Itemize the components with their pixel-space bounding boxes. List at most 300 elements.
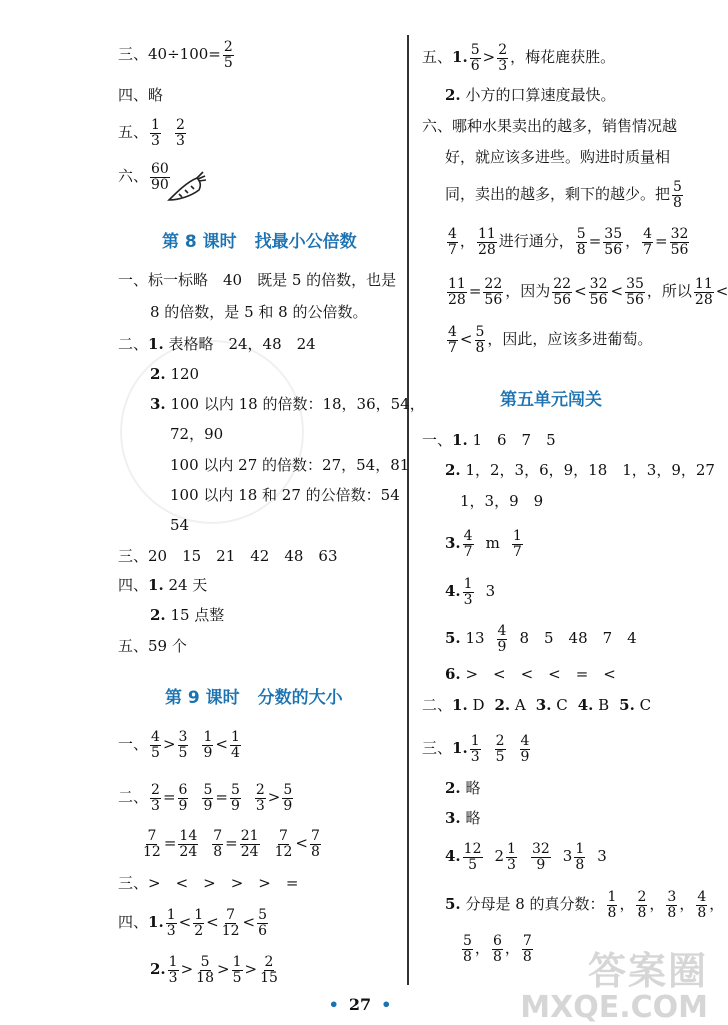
fraction	[150, 730, 161, 760]
fraction	[463, 842, 483, 872]
denominator: 56	[484, 291, 503, 308]
answer-line: 8 的倍数，是 5 和 8 的公倍数。	[150, 303, 368, 321]
denominator: 90	[151, 176, 169, 193]
numerator: 14	[179, 828, 198, 844]
fraction	[447, 227, 458, 257]
text: <	[574, 282, 587, 301]
text: 3	[562, 847, 573, 866]
answer-line: 72，90	[170, 425, 224, 443]
text: ，	[474, 939, 490, 958]
answer-line	[460, 934, 535, 964]
text: C	[634, 696, 652, 714]
denominator: 7	[448, 241, 457, 258]
section-title-lesson-9	[165, 683, 343, 708]
text: 27	[348, 995, 372, 1014]
text: 3	[597, 847, 607, 866]
text: 2.	[150, 365, 166, 383]
numerator: 2	[495, 733, 505, 749]
fraction	[274, 829, 294, 859]
numerator: 1	[232, 954, 242, 970]
fraction	[230, 783, 241, 813]
text: =	[655, 232, 668, 251]
denominator: 3	[151, 797, 160, 814]
text: ，	[649, 895, 665, 914]
fraction	[193, 908, 204, 938]
answer-line	[445, 624, 637, 654]
text: A	[510, 696, 526, 714]
denominator: 9	[203, 744, 213, 761]
fraction	[512, 529, 523, 559]
text: <	[715, 282, 728, 301]
numerator: 4	[448, 324, 457, 340]
text: 1.	[452, 431, 468, 449]
fraction	[694, 277, 714, 307]
text: •	[328, 995, 339, 1014]
denominator: 12	[274, 843, 293, 860]
answer-line	[445, 811, 480, 826]
denominator: 5	[495, 748, 505, 765]
denominator: 7	[643, 241, 653, 258]
text: 1.	[452, 739, 468, 758]
fraction	[483, 277, 503, 307]
numerator: 4	[151, 729, 160, 745]
numerator: 12	[463, 841, 482, 857]
numerator: 1	[166, 907, 176, 923]
numerator: 7	[522, 933, 532, 949]
text: 略	[460, 809, 481, 827]
text: ，梅花鹿获胜。	[510, 48, 616, 67]
denominator: 9	[520, 748, 530, 765]
text: 1.	[148, 335, 164, 353]
denominator: 3	[463, 591, 473, 608]
text: 二、	[422, 696, 453, 714]
text: 二、	[118, 788, 149, 807]
text: >	[180, 960, 194, 979]
fraction	[142, 829, 162, 859]
answer-line	[118, 40, 236, 70]
denominator: 3	[498, 57, 508, 74]
answer-line	[445, 781, 480, 796]
text: 1.	[452, 48, 468, 67]
text: 15 点整	[165, 606, 225, 624]
fraction	[497, 43, 508, 73]
text: <	[610, 282, 624, 301]
text: 六、	[118, 167, 149, 186]
numerator: 7	[213, 828, 223, 844]
numerator: 1	[463, 576, 473, 592]
fraction	[603, 227, 623, 257]
fraction	[625, 277, 645, 307]
text: 1.	[148, 576, 164, 594]
numerator: 4	[497, 623, 507, 639]
text: <	[206, 913, 219, 932]
numerator: 2	[223, 39, 233, 55]
answer-line	[118, 908, 270, 938]
denominator: 6	[470, 57, 480, 74]
text: 4.	[445, 582, 461, 601]
answer-line	[445, 180, 685, 210]
text: 6.	[445, 665, 461, 683]
fraction	[257, 908, 268, 938]
text: •	[381, 995, 392, 1014]
text: D	[467, 696, 485, 714]
numerator: 5	[200, 954, 210, 970]
text: >	[217, 960, 230, 979]
text: 一、	[118, 735, 149, 754]
numerator: 2	[637, 889, 647, 905]
numerator: 6	[492, 933, 502, 949]
answer-line	[150, 608, 224, 623]
text: m	[485, 534, 500, 553]
text: 1，2，3，6，9，18 1，3，9，27	[460, 461, 715, 479]
text: 二、	[118, 335, 149, 353]
numerator: 2	[498, 42, 508, 58]
fraction	[230, 730, 241, 760]
fraction	[497, 624, 508, 654]
fraction	[150, 783, 161, 813]
text: > < < < = <	[460, 665, 616, 683]
text: 分母是 8 的真分数：	[460, 895, 605, 914]
text: 5.	[445, 895, 461, 914]
answer-line	[118, 118, 188, 148]
numerator: 7	[226, 907, 236, 923]
answer-line	[445, 667, 616, 682]
text: 四、	[118, 576, 149, 594]
fraction	[552, 277, 572, 307]
numerator: 4	[448, 226, 457, 242]
answer-line	[150, 397, 425, 412]
fraction	[642, 227, 653, 257]
denominator: 7	[448, 339, 457, 356]
fraction	[666, 890, 677, 920]
denominator: 28	[477, 241, 496, 258]
text: 4.	[577, 696, 594, 714]
text: 5.	[619, 696, 635, 714]
fraction	[232, 955, 243, 985]
numerator: 4	[697, 889, 707, 905]
watermark-url: MXQE.COM	[520, 990, 708, 1025]
text: 2.	[150, 960, 166, 979]
answer-line	[118, 730, 243, 760]
answer-line: 100 以内 18 和 27 的公倍数：54	[170, 486, 400, 504]
text: 略	[460, 779, 481, 797]
numerator: 22	[553, 276, 572, 292]
numerator: 5	[673, 179, 682, 195]
text: <	[242, 913, 256, 932]
denominator: 9	[203, 797, 213, 814]
fraction	[175, 118, 186, 148]
numerator: 22	[484, 276, 503, 292]
text: ，所以	[646, 282, 692, 301]
denominator: 9	[283, 797, 293, 814]
watermark-logo: 答案圈	[587, 949, 708, 993]
text: 2.	[445, 86, 461, 104]
denominator: 24	[179, 843, 198, 860]
section-title-lesson-8	[162, 227, 357, 252]
text: <	[295, 834, 308, 853]
numerator: 1	[470, 733, 480, 749]
denominator: 15	[260, 969, 278, 986]
fraction	[166, 908, 177, 938]
denominator: 3	[168, 969, 178, 986]
denominator: 3	[166, 922, 176, 939]
denominator: 8	[576, 241, 586, 258]
denominator: 8	[607, 904, 617, 921]
text: 2.	[150, 606, 166, 624]
text: 三、	[422, 739, 453, 758]
denominator: 8	[575, 856, 585, 873]
answer-line: 四、略	[118, 86, 164, 104]
fraction	[202, 783, 213, 813]
text: =	[588, 232, 602, 251]
answer-line	[140, 829, 323, 859]
fraction	[212, 829, 223, 859]
text: 1.	[452, 696, 468, 714]
denominator: 8	[463, 948, 472, 965]
answer-line	[445, 890, 724, 920]
text: ，因此，应该多进葡萄。	[487, 330, 653, 349]
text: 3.	[445, 534, 461, 553]
denominator: 56	[553, 291, 572, 308]
text: <	[459, 330, 473, 349]
answer-line	[118, 337, 316, 352]
fraction	[574, 842, 585, 872]
answer-line	[445, 577, 495, 607]
column-divider	[407, 35, 409, 985]
text: >	[162, 735, 176, 754]
fraction	[240, 829, 260, 859]
denominator: 28	[694, 291, 713, 308]
denominator: 8	[697, 904, 707, 921]
denominator: 3	[151, 132, 160, 149]
text: <	[215, 735, 228, 754]
fraction	[178, 829, 198, 859]
denominator: 9	[178, 797, 188, 814]
denominator: 5	[223, 54, 233, 71]
fraction	[150, 118, 161, 148]
fraction	[475, 325, 486, 355]
text: ，	[625, 232, 641, 251]
text: >	[244, 960, 258, 979]
text: =	[468, 282, 482, 301]
answer-line	[445, 842, 607, 872]
answer-line	[445, 463, 715, 478]
numerator: 32	[670, 226, 689, 242]
numerator: 7	[147, 828, 157, 844]
fraction	[259, 955, 279, 985]
fraction	[589, 277, 609, 307]
denominator: 56	[670, 241, 689, 258]
denominator: 5	[232, 969, 242, 986]
denominator: 3	[507, 856, 516, 873]
text: 13	[460, 629, 485, 648]
text: 3.	[445, 809, 461, 827]
fraction	[492, 934, 503, 964]
text: 五、	[118, 123, 149, 142]
denominator: 9	[497, 638, 507, 655]
numerator: 5	[470, 42, 480, 58]
denominator: 3	[255, 797, 265, 814]
answer-line: 一、标一标略 40 既是 5 的倍数，也是	[118, 271, 397, 289]
fraction	[462, 934, 473, 964]
text: 找最小公倍数	[254, 232, 357, 252]
text: 2.	[445, 779, 461, 797]
text: 1.	[148, 913, 164, 932]
numerator: 1	[203, 729, 213, 745]
numerator: 7	[279, 828, 288, 844]
denominator: 6	[258, 922, 268, 939]
fraction	[506, 842, 517, 872]
text: =	[215, 788, 228, 807]
text: 8 5 48 7 4	[519, 629, 637, 648]
text: ，	[619, 895, 635, 914]
text: 同，卖出的越多，剩下的越少。把	[445, 185, 671, 204]
fraction	[447, 325, 458, 355]
fraction	[195, 955, 215, 985]
numerator: 1	[151, 117, 160, 133]
fraction	[531, 842, 551, 872]
text: 三、40÷100=	[118, 45, 221, 64]
numerator: 3	[667, 889, 677, 905]
answer-line: 1，3，9 9	[460, 492, 544, 510]
answer-line	[150, 955, 281, 985]
answer-line: 三、> < > > > =	[118, 874, 299, 892]
fraction	[696, 890, 707, 920]
answer-line	[422, 698, 651, 713]
numerator: 11	[477, 226, 496, 242]
fraction	[520, 734, 531, 764]
numerator: 2	[175, 117, 185, 133]
denominator: 5	[178, 744, 188, 761]
fraction	[202, 730, 213, 760]
answer-line	[422, 734, 532, 764]
answer-line	[118, 162, 172, 192]
numerator: 11	[694, 276, 713, 292]
denominator: 5	[151, 744, 160, 761]
text: >	[482, 48, 496, 67]
fraction	[576, 227, 587, 257]
fraction	[255, 783, 266, 813]
text: 五、	[422, 48, 453, 67]
denominator: 5	[468, 856, 478, 873]
answer-line: 100 以内 27 的倍数：27，54，81	[170, 456, 410, 474]
fraction	[607, 890, 618, 920]
fraction	[178, 730, 189, 760]
numerator: 1	[168, 954, 178, 970]
denominator: 56	[626, 291, 644, 308]
denominator: 8	[310, 843, 320, 860]
fraction	[636, 890, 647, 920]
answer-line	[422, 43, 615, 73]
numerator: 11	[448, 276, 466, 292]
denominator: 28	[448, 291, 466, 308]
answer-line	[445, 529, 525, 559]
answer-line	[445, 277, 728, 307]
carrot-icon	[165, 170, 207, 206]
denominator: 4	[230, 744, 240, 761]
fraction	[495, 734, 506, 764]
answer-line	[445, 227, 691, 257]
denominator: 56	[604, 241, 623, 258]
text: 4.	[445, 847, 461, 866]
fraction	[463, 529, 474, 559]
answer-line: 三、20 15 21 42 48 63	[118, 547, 338, 565]
text: 一、	[422, 431, 453, 449]
denominator: 7	[512, 543, 522, 560]
fraction	[447, 277, 467, 307]
fraction	[168, 955, 179, 985]
text: 表格略 24，48 24	[163, 335, 316, 353]
numerator: 5	[258, 907, 268, 923]
numerator: 4	[463, 528, 473, 544]
text: <	[178, 913, 192, 932]
numerator: 1	[507, 841, 516, 857]
text: 2.	[494, 696, 511, 714]
text: 2	[494, 847, 505, 866]
answer-line	[422, 433, 556, 448]
text: ，	[679, 895, 695, 914]
denominator: 56	[589, 291, 608, 308]
text: 分数的大小	[257, 688, 343, 708]
denominator: 8	[673, 194, 682, 211]
denominator: 8	[492, 948, 502, 965]
numerator: 5	[203, 782, 213, 798]
numerator: 5	[475, 324, 485, 340]
text: 120	[165, 365, 200, 383]
fraction	[178, 783, 189, 813]
numerator: 5	[463, 933, 472, 949]
answer-line: 六、哪种水果卖出的越多，销售情况越	[422, 117, 678, 135]
numerator: 35	[626, 276, 644, 292]
denominator: 9	[230, 797, 240, 814]
numerator: 4	[520, 733, 530, 749]
answer-line	[445, 88, 615, 103]
denominator: 3	[470, 748, 480, 765]
numerator: 2	[264, 954, 274, 970]
numerator: 1	[512, 528, 522, 544]
text: 1 6 7 5	[467, 431, 556, 449]
text: 第 9 课时	[165, 688, 240, 708]
numerator: 5	[230, 782, 240, 798]
numerator: 4	[643, 226, 653, 242]
text: 第 8 课时	[162, 232, 237, 252]
numerator: 2	[151, 782, 160, 798]
text: =	[163, 834, 177, 853]
fraction	[470, 734, 481, 764]
numerator: 5	[283, 782, 293, 798]
numerator: 1	[607, 889, 617, 905]
fraction	[221, 908, 241, 938]
numerator: 1	[194, 907, 204, 923]
numerator: 6	[178, 782, 188, 798]
denominator: 24	[240, 843, 259, 860]
text: C	[551, 696, 568, 714]
answer-line	[150, 367, 199, 382]
text: 四、	[118, 913, 149, 932]
text: 24 天	[163, 576, 208, 594]
denominator: 12	[221, 922, 240, 939]
numerator: 1	[575, 841, 585, 857]
answer-line	[118, 578, 207, 593]
text: 小方的口算速度最快。	[460, 86, 616, 104]
text: ，因为	[505, 282, 551, 301]
text: ，	[709, 895, 725, 914]
denominator: 8	[637, 904, 647, 921]
denominator: 18	[196, 969, 214, 986]
answer-line: 好，就应该多进些。购进时质量相	[445, 148, 671, 166]
text: =	[162, 788, 176, 807]
answer-line	[445, 325, 652, 355]
